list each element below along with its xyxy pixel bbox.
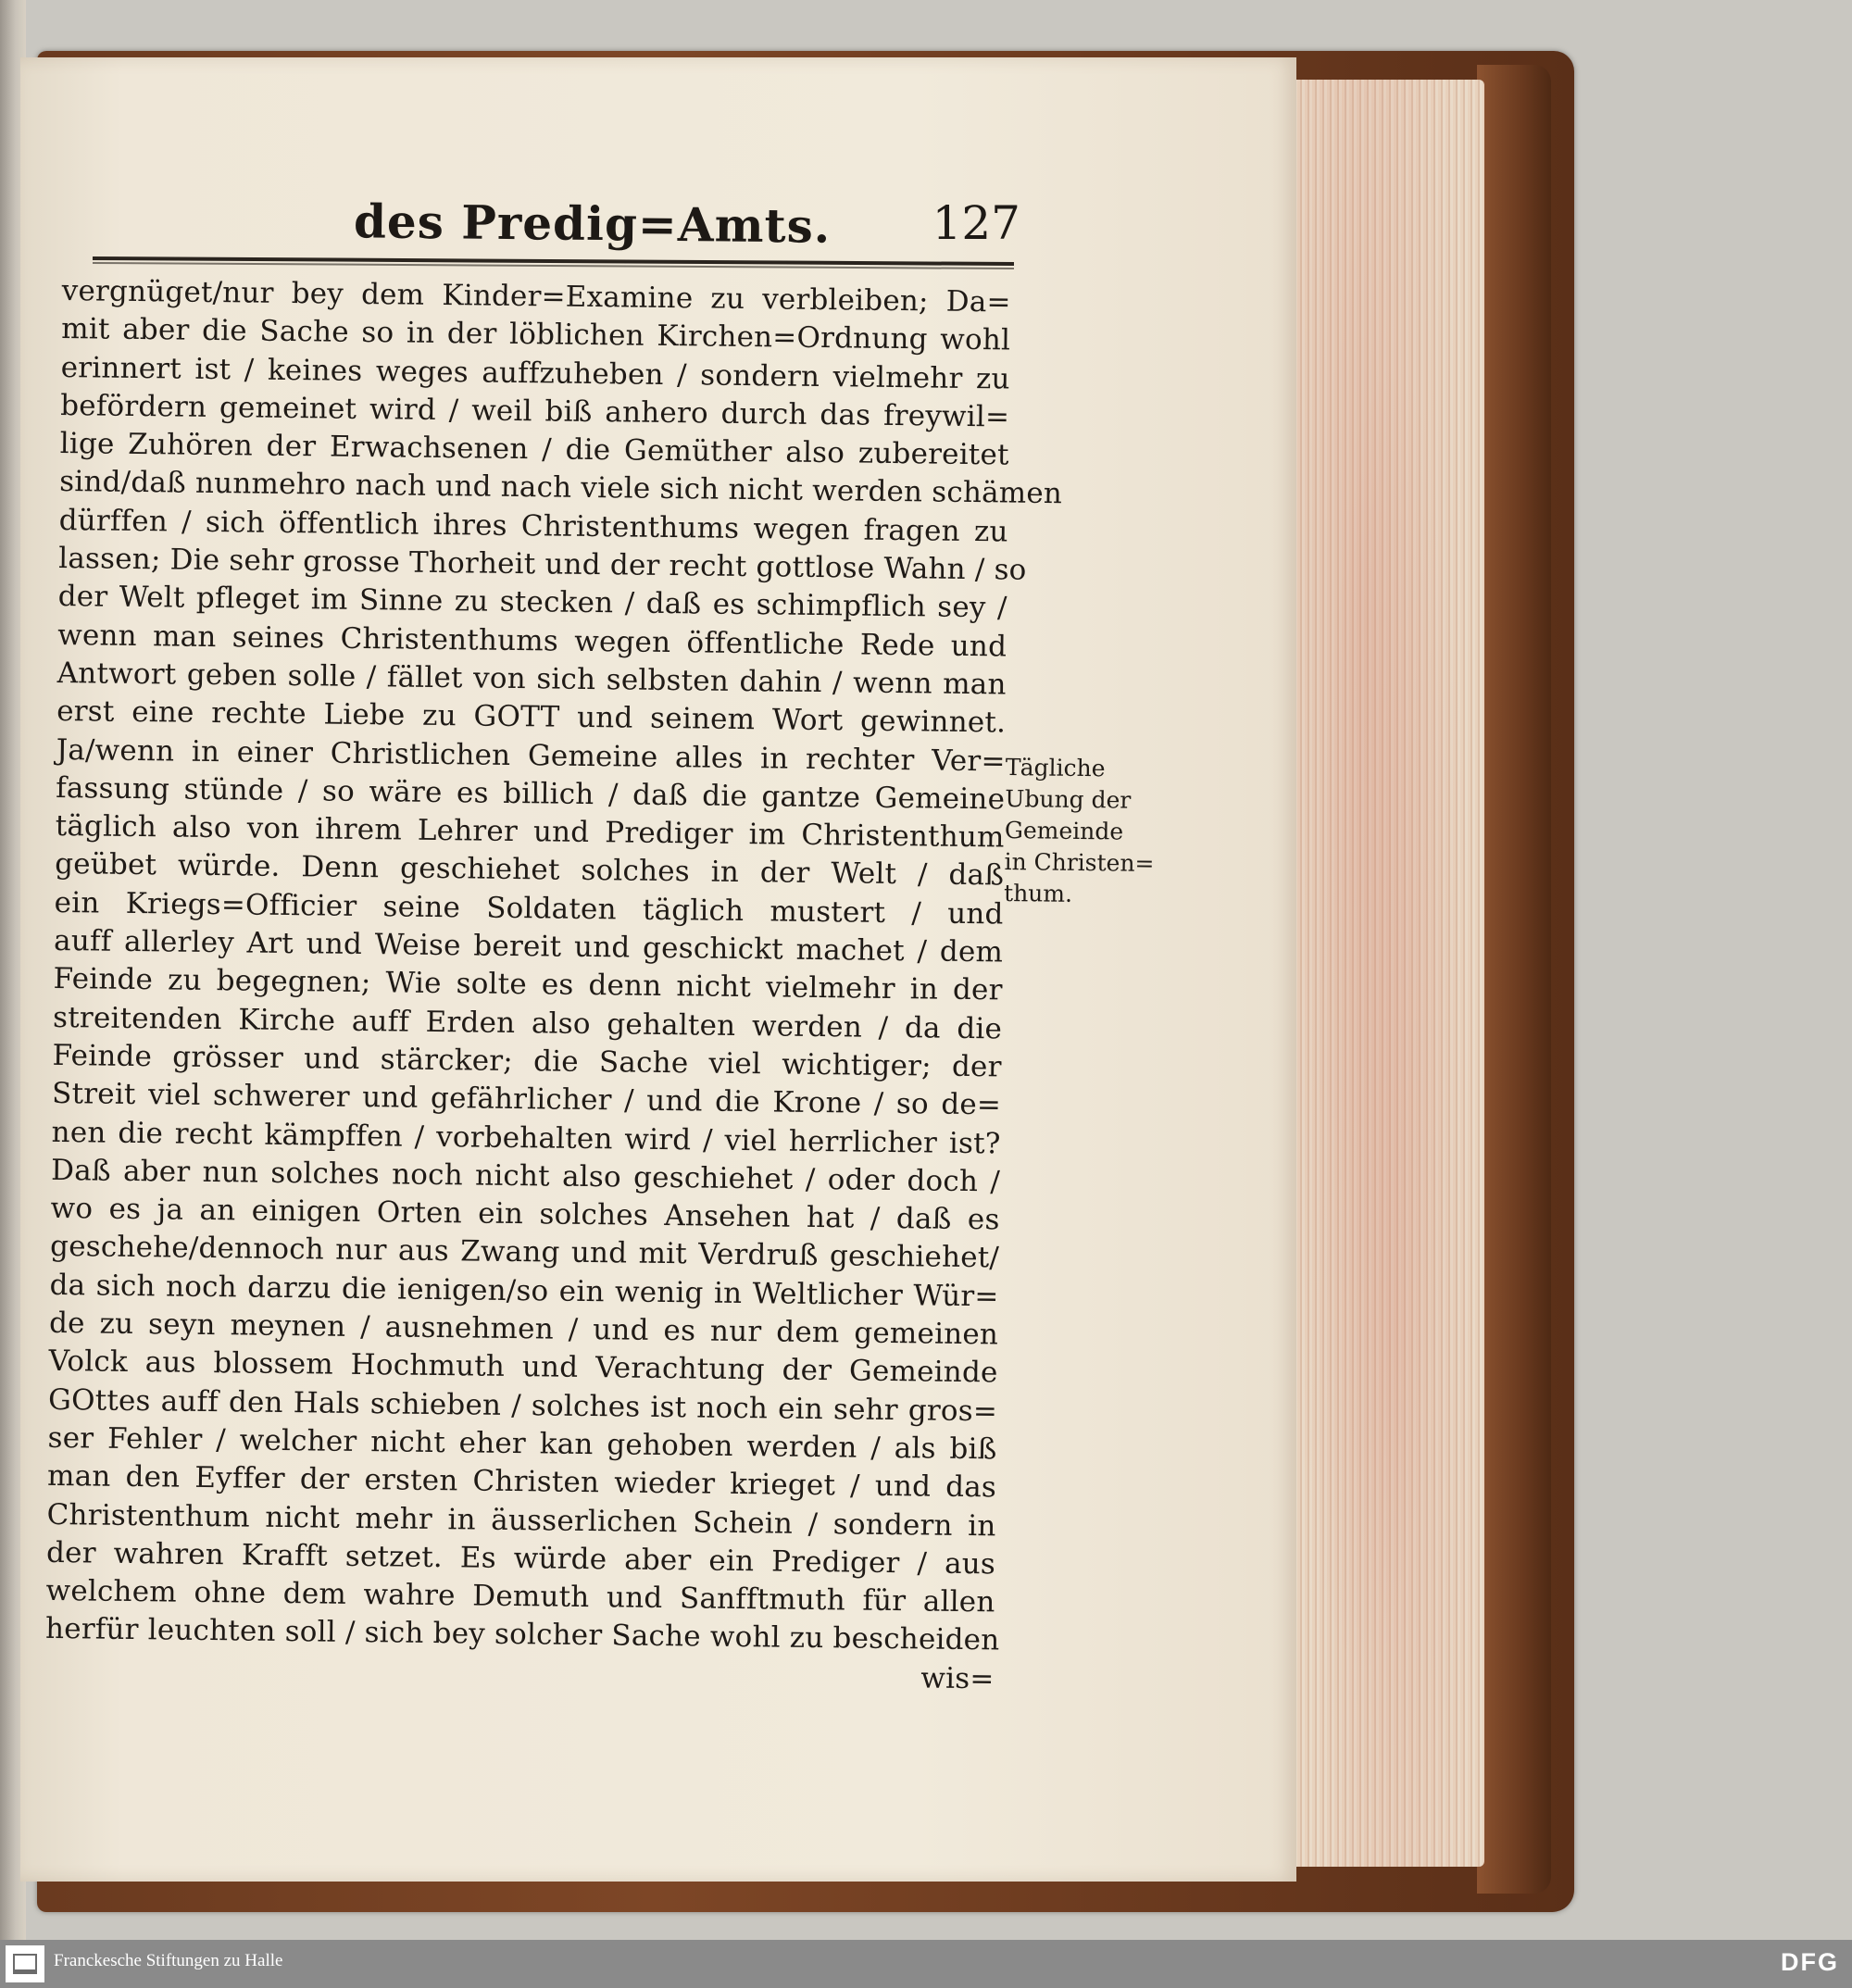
text-line: lige Zuhören der Erwachsenen / die Gemüther also zubereitet [59, 427, 1009, 472]
page-header [289, 196, 1020, 261]
book-page [20, 57, 1296, 1882]
viewer-footer [0, 1940, 1852, 1988]
text-line: Streit viel schwerer und gefährlicher / und die Krone / so de= [51, 1077, 1002, 1122]
text-line: Antwort geben solle / fället von sich selbsten dahin / wenn man [56, 656, 1007, 702]
page-number: 127 [932, 196, 1020, 250]
text-line: erinnert ist / keines weges auffzuheben / sondern vielmehr zu [60, 350, 1010, 396]
text-line: nen die recht kämpffen / vorbehalten wird / viel herrlicher ist? [51, 1115, 1001, 1160]
institution-label[interactable]: Franckesche Stiftungen zu Halle [54, 1951, 283, 1970]
text-line: GOttes auff den Hals schieben / solches ist noch ein sehr gros= [47, 1382, 998, 1429]
margin-note-line: Tägliche [1005, 753, 1106, 782]
margin-note-line: Gemeinde [1004, 816, 1124, 845]
text-line: der wahren Krafft setzet. Es würde aber ein Prediger / aus [45, 1535, 996, 1582]
text-line: Feinde grösser und stärcker; die Sache viel wichtiger; der [52, 1038, 1002, 1084]
text-line: auff allerley Art und Weise bereit und geschickt machet / dem [53, 923, 1004, 969]
dfg-logo[interactable]: DFG [1781, 1948, 1839, 1976]
text-line: man den Eyffer der ersten Christen wieder krieget / und das [46, 1459, 997, 1505]
text-line: Daß aber nun solches noch nicht also geschiehet / oder doch / [50, 1153, 1001, 1199]
text-line: fassung stünde / so wäre es billich / daß die gantze Gemeine [55, 770, 1006, 817]
margin-note [1003, 752, 1155, 911]
text-line: dürffen / sich öffentlich ihres Christenthums wegen fragen zu [58, 503, 1008, 549]
text-line: mit aber die Sache so in der löblichen Kirchen=Ordnung wohl [61, 312, 1011, 357]
text-line: Christenthum nicht mehr in äusserlichen Schein / sondern in [46, 1497, 996, 1543]
text-line: welchem ohne dem wahre Demuth und Sanfftmuth für allen [45, 1573, 995, 1619]
text-line: Volck aus blossem Hochmuth und Verachtung der Gemeinde [48, 1344, 998, 1390]
text-line: täglich also von ihrem Lehrer und Prediger im Christenthum [55, 809, 1005, 855]
text-line: wo es ja an einigen Orten ein solches Ansehen hat / daß es [50, 1192, 1000, 1237]
text-line: geübet würde. Denn geschiehet solches in der Welt / daß [54, 847, 1005, 893]
text-line: herfür leuchten soll / sich bey solcher Sache wohl zu bescheiden [44, 1612, 1000, 1657]
text-line: lassen; Die sehr grosse Thorheit und der recht gottlose Wahn / so [58, 542, 1027, 587]
francke-foundation-logo-icon[interactable] [6, 1945, 44, 1982]
text-line: befördern gemeinet wird / weil biß anhero durch das freywil= [60, 388, 1010, 434]
text-line: erst eine rechte Liebe zu GOTT und seinem Wort gewinnet. [56, 694, 1007, 740]
text-line: de zu seyn meynen / ausnehmen / und es nur dem gemeinen [48, 1306, 999, 1352]
margin-note-line: in Christen= [1004, 847, 1155, 877]
running-head: des Predig=Amts. [353, 194, 832, 254]
text-line: Ja/wenn in einer Christlichen Gemeine alles in rechter Ver= [56, 732, 1006, 779]
text-line: ser Fehler / welcher nicht eher kan gehoben werden / als biß [47, 1420, 997, 1467]
text-line: streitenden Kirche auff Erden also gehalten werden / da die [52, 1000, 1003, 1046]
logo-mark [13, 1954, 37, 1974]
text-line: da sich noch darzu die ienigen/so ein wenig in Weltlicher Wür= [49, 1268, 999, 1314]
text-line: ein Kriegs=Officier seine Soldaten täglich mustert / und [54, 885, 1004, 931]
book-cover-edge [1477, 65, 1551, 1894]
text-line: Feinde zu begegnen; Wie solte es denn nicht vielmehr in der [53, 962, 1003, 1007]
text-line: geschehe/dennoch nur aus Zwang und mit Verdruß geschiehet/ [49, 1230, 1000, 1275]
margin-note-line: Ubung der [1005, 784, 1132, 814]
page-fore-edge [1283, 80, 1484, 1867]
text-line: sind/daß nunmehro nach und nach viele sich nicht werden schämen [59, 465, 1063, 511]
text-line: wenn man seines Christenthums wegen öffentliche Rede und [56, 618, 1007, 664]
margin-note-line: thum. [1003, 879, 1073, 907]
text-line: der Welt pfleget im Sinne zu stecken / daß es schimpflich sey / [57, 580, 1007, 625]
catchword: wis= [920, 1661, 995, 1696]
text-line: vergnüget/nur bey dem Kinder=Examine zu verbleiben; Da= [61, 273, 1011, 319]
